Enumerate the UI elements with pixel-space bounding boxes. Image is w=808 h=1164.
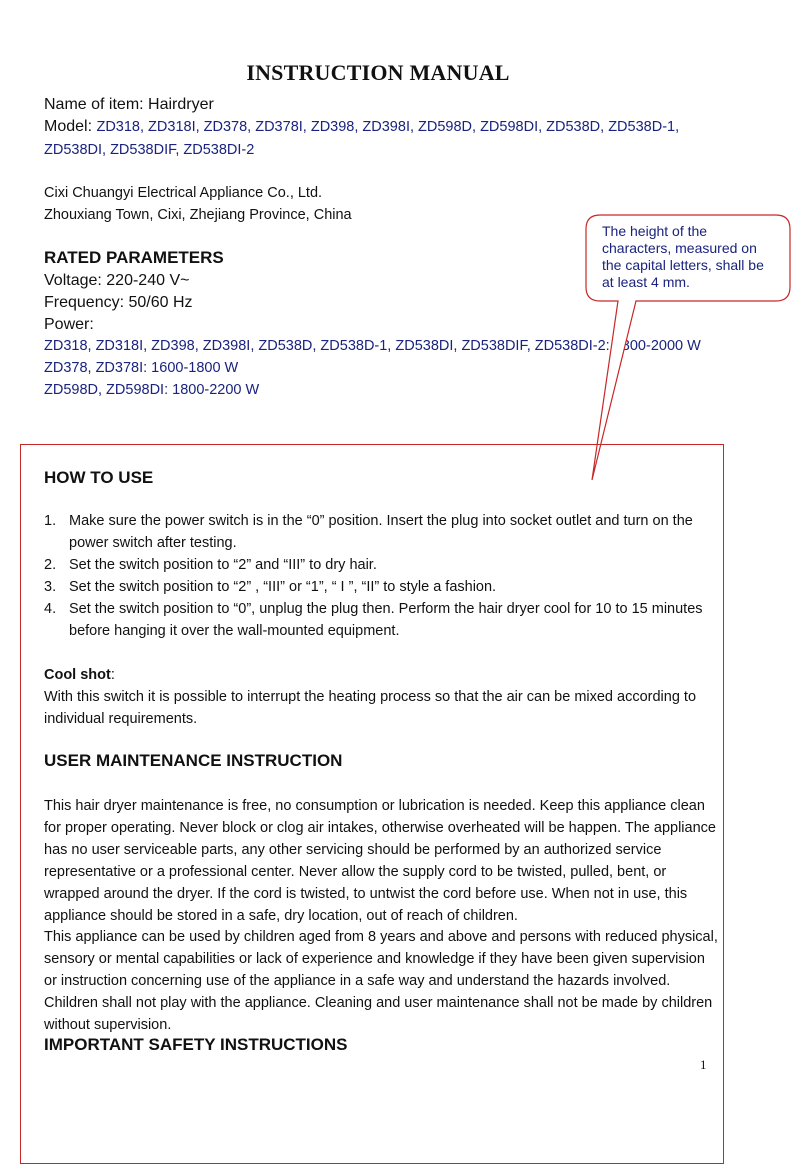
item-value: Hairdryer <box>148 96 214 113</box>
step-text: Set the switch position to “2” and “III” to dry hair. <box>69 557 377 573</box>
frequency-line: Frequency: 50/60 Hz <box>44 294 193 311</box>
safety-heading: IMPORTANT SAFETY INSTRUCTIONS <box>44 1035 348 1054</box>
maintenance-paragraph-1: This hair dryer maintenance is free, no consumption or lubrication is needed. Keep this appliance clean for proper operating. Never block or clog air intakes, otherwise overheated will be happen. The appliance has no user serviceable parts, any other servicing should be performed by an authorized service representative or a professional center. Never allow the supply cord to be twisted, pulled, bent, or wrapped around the dryer. If the cord is twisted, to untwist the cord before use. When not in use, this appliance should be stored in a safe, dry location, out of reach of children. <box>44 798 716 924</box>
list-item <box>44 576 716 598</box>
step-number: 1. <box>44 513 57 529</box>
step-text: Set the switch position to “0”, unplug the plug then. Perform the hair dryer cool for 10 to 15 minutes before hanging it over the wall-mounted equipment. <box>69 601 703 639</box>
model-label: Model: <box>44 118 97 135</box>
step-number: 3. <box>44 579 57 595</box>
cool-shot-label: Cool shot <box>44 667 111 683</box>
maintenance-paragraph-2: This appliance can be used by children aged from 8 years and above and persons with reduced physical, sensory or mental capabilities or lack of experience and knowledge if they have been given supervision or instruction concerning use of the appliance in a safe way and understand the hazards involved. Children shall not play with the appliance. Cleaning and user maintenance shall not be made by children without supervision. <box>44 929 718 1033</box>
step-number: 4. <box>44 601 57 617</box>
callout-text: The height of the characters, measured on the capital letters, shall be at least 4 mm. <box>602 223 764 290</box>
maintenance-heading: USER MAINTENANCE INSTRUCTION <box>44 751 343 770</box>
company-name: Cixi Chuangyi Electrical Appliance Co., Ltd. <box>44 185 323 201</box>
cool-shot-label-line <box>44 664 718 686</box>
company-address: Zhouxiang Town, Cixi, Zhejiang Province, China <box>44 207 352 223</box>
document-title: INSTRUCTION MANUAL <box>246 60 510 85</box>
list-item <box>44 554 716 576</box>
step-text: Make sure the power switch is in the “0” position. Insert the plug into socket outlet and turn on the power switch after testing. <box>69 513 693 551</box>
power-line-1: ZD318, ZD318I, ZD398, ZD398I, ZD538D, ZD538D-1, ZD538DI, ZD538DIF, ZD538DI-2: 1800-2000 W <box>44 338 701 354</box>
model-codes-1: ZD318, ZD318I, ZD378, ZD378I, ZD398, ZD398I, ZD598D, ZD598DI, ZD538D, ZD538D-1, <box>96 119 680 135</box>
model-codes-2: ZD538DI, ZD538DIF, ZD538DI-2 <box>44 142 255 158</box>
voltage-line: Voltage: 220-240 V~ <box>44 272 190 289</box>
step-text: Set the switch position to “2” , “III” or “1”, “ I ”, “II” to style a fashion. <box>69 579 497 595</box>
power-label: Power: <box>44 316 94 333</box>
rated-parameters-heading: RATED PARAMETERS <box>44 248 224 267</box>
how-to-use-steps <box>44 510 716 642</box>
cool-shot-colon: : <box>110 667 115 683</box>
cool-shot-text: With this switch it is possible to interrupt the heating process so that the air can be mixed according to individual requirements. <box>44 689 697 727</box>
how-to-use-heading: HOW TO USE <box>44 468 154 487</box>
list-item <box>44 598 716 642</box>
power-line-3: ZD598D, ZD598DI: 1800-2200 W <box>44 382 260 398</box>
power-line-2: ZD378, ZD378I: 1600-1800 W <box>44 360 239 376</box>
item-label: Name of item: <box>44 96 149 113</box>
list-item <box>44 510 716 554</box>
page-number: 1 <box>700 1057 707 1072</box>
step-number: 2. <box>44 557 57 573</box>
